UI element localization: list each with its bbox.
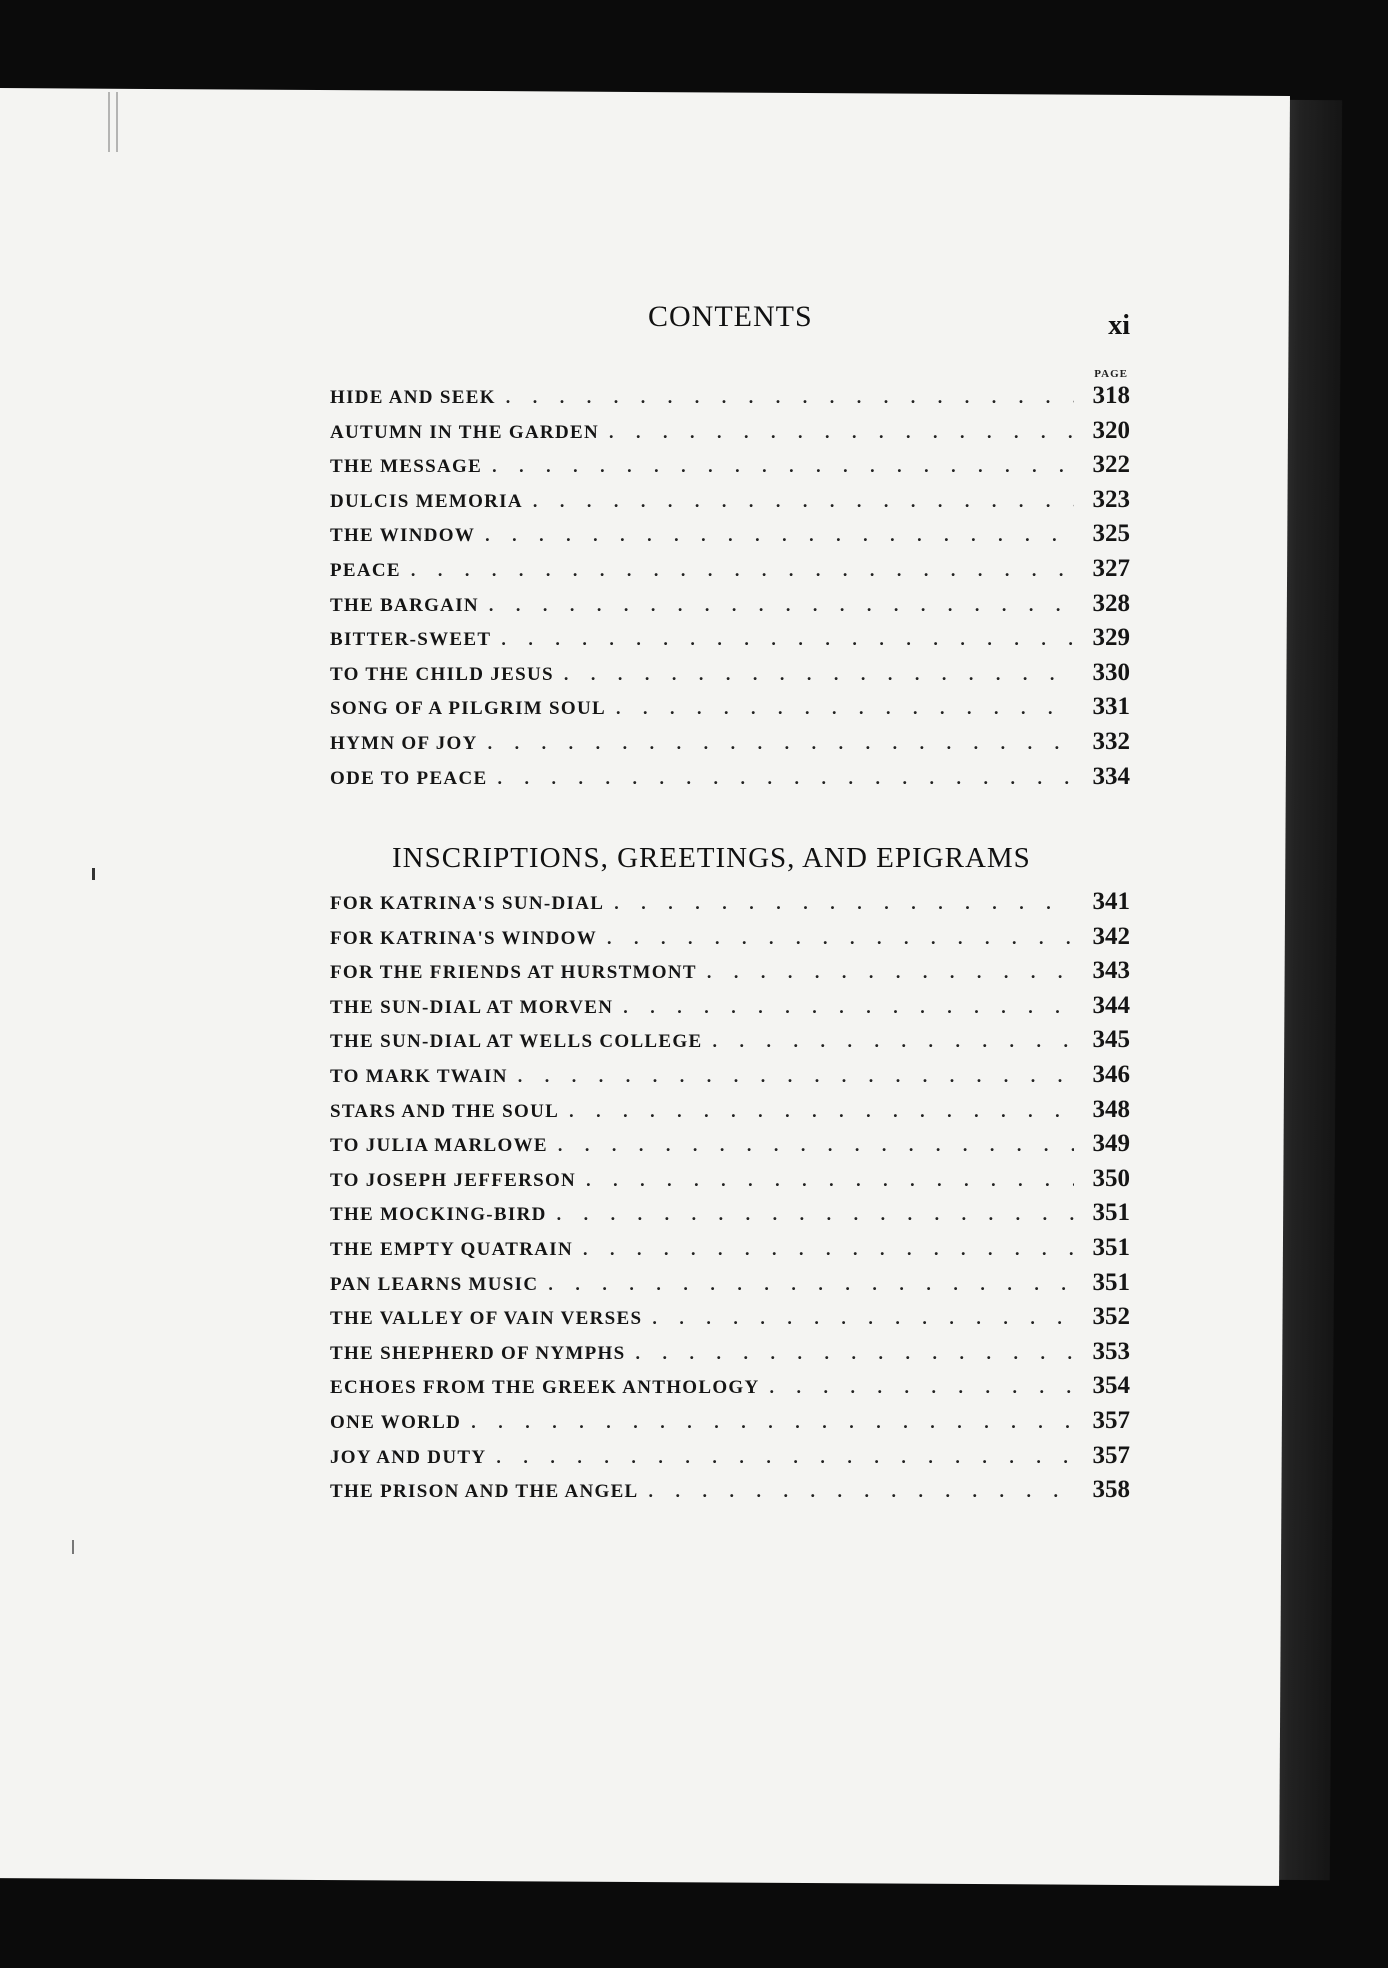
toc-entry-title: FOR THE FRIENDS AT HURSTMONT (330, 962, 697, 984)
toc-entry-title: ECHOES FROM THE GREEK ANTHOLOGY (330, 1377, 760, 1399)
toc-entry-page: 328 (1092, 589, 1130, 617)
toc-entry-page: 346 (1092, 1060, 1130, 1088)
toc-entry-page: 318 (1092, 382, 1130, 409)
toc-entry (330, 763, 1130, 798)
toc-entry-title: STARS AND THE SOUL (330, 1100, 560, 1122)
toc-entry-page: 357 (1092, 1441, 1130, 1469)
toc-entry (330, 1061, 1130, 1096)
toc-entry-page: 344 (1092, 991, 1130, 1019)
toc-entry-page: 351 (1092, 1233, 1130, 1261)
dot-leader (508, 1066, 1074, 1087)
dot-leader (642, 1308, 1074, 1329)
toc-entry-page: 354 (1092, 1372, 1130, 1400)
toc-entry (330, 382, 1130, 417)
dot-leader (554, 664, 1074, 685)
toc-entry (330, 624, 1130, 659)
toc-entry-title: THE SUN-DIAL AT WELLS COLLEGE (330, 1031, 703, 1053)
page-number: xi (1108, 310, 1130, 341)
dot-leader (496, 387, 1074, 408)
toc-entry-title: SONG OF A PILGRIM SOUL (330, 698, 606, 720)
toc-entry-page: 329 (1092, 624, 1130, 652)
dot-leader (604, 893, 1074, 914)
toc-entry (330, 888, 1130, 923)
toc-entry-title: THE PRISON AND THE ANGEL (330, 1481, 639, 1503)
toc-entry (330, 659, 1130, 694)
toc-entry-page: 349 (1092, 1130, 1130, 1158)
toc-entry-page: 357 (1092, 1406, 1130, 1434)
binding-mark (108, 92, 118, 152)
toc-entry-page: 348 (1092, 1095, 1130, 1123)
toc-section-inscriptions (330, 888, 1130, 1511)
dot-leader (523, 491, 1074, 512)
toc-entry (330, 1338, 1130, 1373)
toc-entry-page: 331 (1092, 693, 1130, 721)
toc-entry (330, 1130, 1130, 1165)
toc-entry (330, 590, 1130, 625)
toc-entry (330, 1096, 1130, 1131)
toc-entry (330, 1234, 1130, 1269)
toc-entry-title: FOR KATRINA'S SUN-DIAL (330, 893, 605, 914)
toc-entry-page: 327 (1092, 554, 1130, 582)
toc-entry (330, 728, 1130, 763)
toc-entry-title: JOY AND DUTY (330, 1446, 487, 1468)
toc-entry-page: 322 (1092, 451, 1130, 479)
dot-leader (613, 997, 1074, 1018)
dot-leader (487, 768, 1074, 789)
toc-entry-title: HYMN OF JOY (330, 732, 478, 754)
dot-leader (599, 422, 1074, 443)
section-heading: INSCRIPTIONS, GREETINGS, AND EPIGRAMS (392, 842, 1031, 874)
toc-entry (330, 1026, 1130, 1061)
toc-entry (330, 1269, 1130, 1304)
toc-entry-page: 343 (1092, 957, 1130, 985)
margin-speck (72, 1540, 74, 1554)
toc-entry-title: PEACE (330, 559, 401, 581)
toc-entry-title: THE EMPTY QUATRAIN (330, 1238, 573, 1260)
toc-entry-title: THE SHEPHERD OF NYMPHS (330, 1342, 626, 1364)
dot-leader (760, 1377, 1074, 1398)
page-column-label: PAGE (1094, 368, 1128, 380)
toc-entry (330, 486, 1130, 521)
toc-entry-page: 341 (1092, 888, 1130, 915)
dot-leader (547, 1204, 1074, 1225)
dot-leader (702, 1031, 1074, 1052)
toc-entry-title: THE BARGAIN (330, 594, 479, 616)
page-header (320, 300, 1130, 340)
dot-leader (548, 1135, 1074, 1156)
toc-entry-title: THE SUN-DIAL AT MORVEN (330, 996, 614, 1018)
toc-entry-title: THE MESSAGE (330, 456, 483, 478)
toc-entry (330, 923, 1130, 958)
dot-leader (597, 928, 1074, 949)
toc-entry-title: THE MOCKING-BIRD (330, 1204, 547, 1226)
toc-entry-page: 345 (1092, 1026, 1130, 1054)
toc-entry-page: 350 (1092, 1164, 1130, 1192)
dot-leader (697, 962, 1074, 983)
toc-entry (330, 555, 1130, 590)
toc-entry (330, 520, 1130, 555)
dot-leader (461, 1412, 1074, 1433)
toc-entry-title: TO THE CHILD JESUS (330, 663, 554, 685)
toc-entry (330, 1372, 1130, 1407)
dot-leader (576, 1170, 1074, 1191)
dot-leader (606, 698, 1074, 719)
toc-entry (330, 693, 1130, 728)
toc-entry-title: PAN LEARNS MUSIC (330, 1273, 539, 1295)
toc-entry-title: TO MARK TWAIN (330, 1065, 508, 1087)
toc-entry-page: 342 (1092, 922, 1130, 950)
dot-leader (626, 1343, 1075, 1364)
toc-entry-page: 320 (1092, 416, 1130, 444)
toc-entry-title: THE VALLEY OF VAIN VERSES (330, 1308, 643, 1330)
dot-leader (478, 733, 1074, 754)
toc-entry (330, 417, 1130, 452)
toc-entry (330, 992, 1130, 1027)
dot-leader (573, 1239, 1074, 1260)
dot-leader (559, 1101, 1074, 1122)
page-title: CONTENTS (648, 300, 813, 333)
toc-entry-title: DULCIS MEMORIA (330, 490, 523, 512)
dot-leader (479, 595, 1074, 616)
dot-leader (486, 1447, 1074, 1468)
toc-entry-page: 325 (1092, 520, 1130, 548)
toc-entry (330, 451, 1130, 486)
toc-entry-page: 330 (1092, 658, 1130, 686)
toc-entry-title: ONE WORLD (330, 1411, 462, 1433)
toc-entry-title: THE WINDOW (330, 525, 476, 547)
toc-entry-title: HIDE AND SEEK (330, 387, 496, 408)
dot-leader (401, 560, 1074, 581)
dot-leader (482, 456, 1074, 477)
toc-entry-title: AUTUMN IN THE GARDEN (330, 421, 599, 443)
toc-entry (330, 1442, 1130, 1477)
toc-entry (330, 1407, 1130, 1442)
toc-entry-page: 334 (1092, 762, 1130, 790)
toc-entry-page: 351 (1092, 1199, 1130, 1227)
toc-section-poems (330, 368, 1130, 797)
toc-entry (330, 1476, 1130, 1511)
margin-speck (92, 868, 95, 880)
toc-entry-page: 353 (1092, 1337, 1130, 1365)
toc-entry-page: 323 (1092, 485, 1130, 513)
toc-entry-page: 351 (1092, 1268, 1130, 1296)
toc-entry-page: 332 (1092, 727, 1130, 755)
toc-entry (330, 957, 1130, 992)
dot-leader (538, 1274, 1074, 1295)
dot-leader (639, 1481, 1074, 1502)
toc-entry (330, 1303, 1130, 1338)
toc-entry-title: ODE TO PEACE (330, 767, 488, 789)
toc-entry-title: TO JULIA MARLOWE (330, 1135, 548, 1157)
toc-entry (330, 1199, 1130, 1234)
toc-entry-title: FOR KATRINA'S WINDOW (330, 927, 598, 949)
dot-leader (475, 525, 1074, 546)
toc-entry-page: 358 (1092, 1476, 1130, 1504)
toc-entry (330, 1165, 1130, 1200)
toc-entry-page: 352 (1092, 1303, 1130, 1331)
toc-entry-title: TO JOSEPH JEFFERSON (330, 1169, 577, 1191)
dot-leader (491, 629, 1074, 650)
toc-entry-title: BITTER-SWEET (330, 629, 492, 651)
